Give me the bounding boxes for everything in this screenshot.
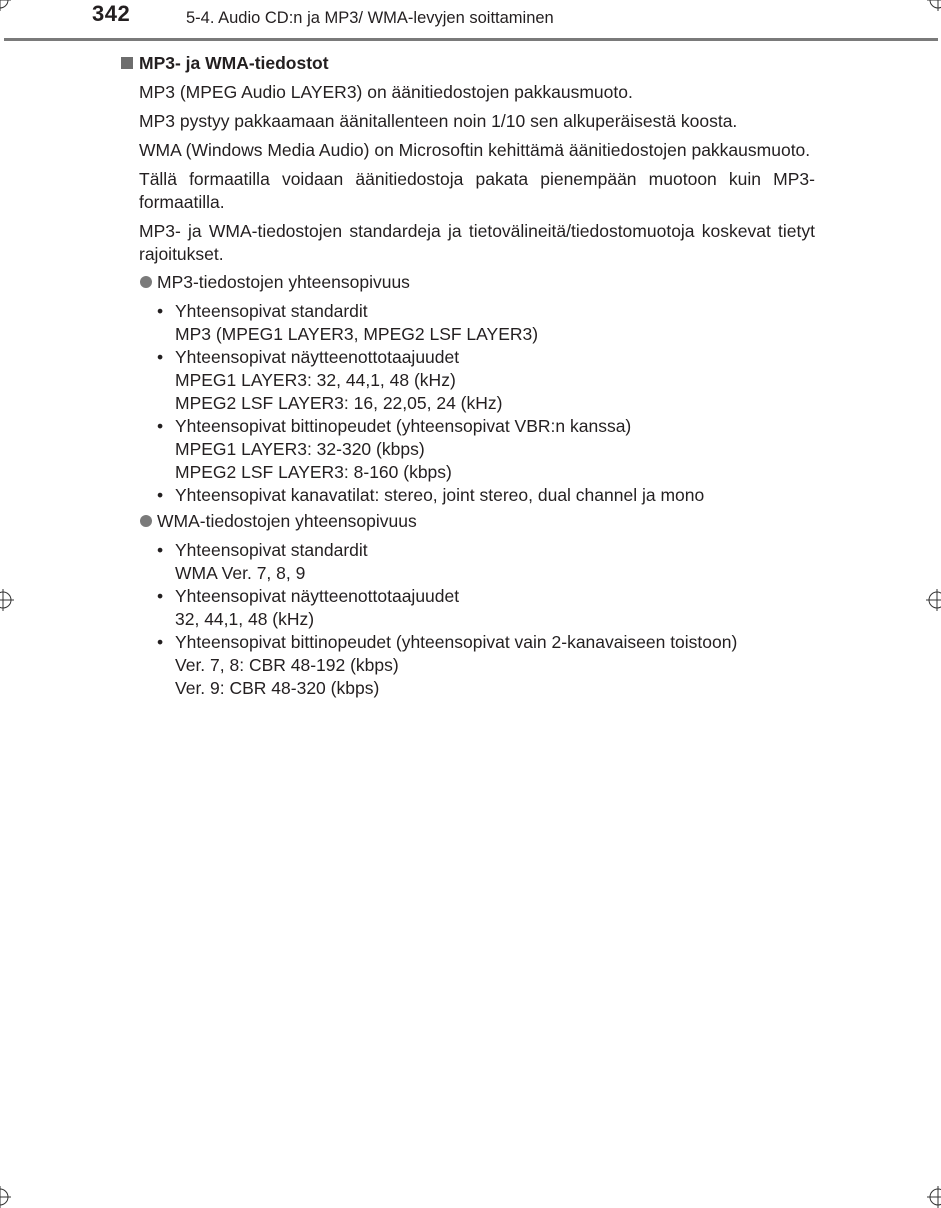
section-title — [121, 52, 815, 75]
list-item-line: Yhteensopivat kanavatilat: stereo, joint stereo, dual channel ja mono — [175, 485, 705, 505]
bullet-icon: • — [157, 301, 164, 321]
wma-compat-heading — [139, 510, 815, 533]
list-item-line: Ver. 7, 8: CBR 48-192 (kbps) — [175, 655, 399, 675]
page-number: 342 — [92, 1, 131, 26]
list-item-line: Yhteensopivat näytteenottotaajuudet — [175, 586, 460, 606]
list-item-line: Yhteensopivat bittinopeudet (yhteensopivat VBR:n kanssa) — [175, 416, 632, 436]
list-item-line: MPEG1 LAYER3: 32, 44,1, 48 (kHz) — [175, 370, 456, 390]
crop-mark-top-left-icon — [0, 0, 11, 11]
chapter-heading: 5-4. Audio CD:n ja MP3/ WMA-levyjen soittaminen — [186, 9, 554, 27]
bullet-icon: • — [157, 540, 164, 560]
list-item — [157, 585, 815, 631]
bullet-icon: • — [157, 632, 164, 652]
list-item — [157, 539, 815, 585]
list-item-line: Yhteensopivat bittinopeudet (yhteensopivat vain 2-kanavaiseen toistoon) — [175, 632, 738, 652]
page-content — [121, 52, 815, 703]
crop-mark-mid-left-icon — [0, 589, 14, 611]
paragraph: MP3 (MPEG Audio LAYER3) on äänitiedostojen pakkausmuoto. — [139, 82, 633, 102]
list-item-line: Yhteensopivat standardit — [175, 540, 368, 560]
circle-bullet-icon — [140, 276, 152, 288]
wma-compat-list — [157, 539, 815, 700]
mp3-compat-list — [157, 300, 815, 507]
list-item — [157, 484, 815, 507]
bullet-icon: • — [157, 347, 164, 367]
mp3-compat-heading — [139, 271, 815, 294]
paragraph: Tällä formaatilla voidaan äänitiedostoja pakata pienempään muotoon kuin MP3-formaatilla. — [139, 169, 815, 212]
circle-bullet-icon — [140, 515, 152, 527]
bullet-icon: • — [157, 416, 164, 436]
crop-mark-bottom-right-icon — [927, 1186, 941, 1208]
square-bullet-icon — [121, 57, 133, 69]
mp3-compat-heading-text: MP3-tiedostojen yhteensopivuus — [157, 272, 410, 292]
list-item — [157, 346, 815, 415]
list-item-line: WMA Ver. 7, 8, 9 — [175, 563, 306, 583]
bullet-icon: • — [157, 485, 164, 505]
header-divider — [4, 38, 938, 41]
section-title-text: MP3- ja WMA-tiedostot — [139, 53, 329, 73]
list-item-line: Yhteensopivat näytteenottotaajuudet — [175, 347, 460, 367]
list-item-line: Yhteensopivat standardit — [175, 301, 368, 321]
list-item-line: MPEG1 LAYER3: 32-320 (kbps) — [175, 439, 425, 459]
list-item-line: MP3 (MPEG1 LAYER3, MPEG2 LSF LAYER3) — [175, 324, 539, 344]
list-item-line: MPEG2 LSF LAYER3: 8-160 (kbps) — [175, 462, 452, 482]
list-item — [157, 300, 815, 346]
crop-mark-bottom-left-icon — [0, 1186, 11, 1208]
bullet-icon: • — [157, 586, 164, 606]
wma-compat-heading-text: WMA-tiedostojen yhteensopivuus — [157, 511, 417, 531]
list-item-line: 32, 44,1, 48 (kHz) — [175, 609, 315, 629]
crop-mark-mid-right-icon — [926, 589, 941, 611]
list-item — [157, 631, 815, 700]
paragraph: MP3 pystyy pakkaamaan äänitallenteen noin 1/10 sen alkuperäisestä koosta. — [139, 111, 738, 131]
list-item — [157, 415, 815, 484]
crop-mark-top-right-icon — [927, 0, 941, 11]
paragraph: WMA (Windows Media Audio) on Microsoftin kehittämä äänitiedostojen pakkausmuoto. — [139, 140, 811, 160]
list-item-line: Ver. 9: CBR 48-320 (kbps) — [175, 678, 380, 698]
paragraph: MP3- ja WMA-tiedostojen standardeja ja tietovälineitä/tiedostomuotoja koskevat tietyt rajoitukset. — [139, 221, 815, 264]
list-item-line: MPEG2 LSF LAYER3: 16, 22,05, 24 (kHz) — [175, 393, 503, 413]
